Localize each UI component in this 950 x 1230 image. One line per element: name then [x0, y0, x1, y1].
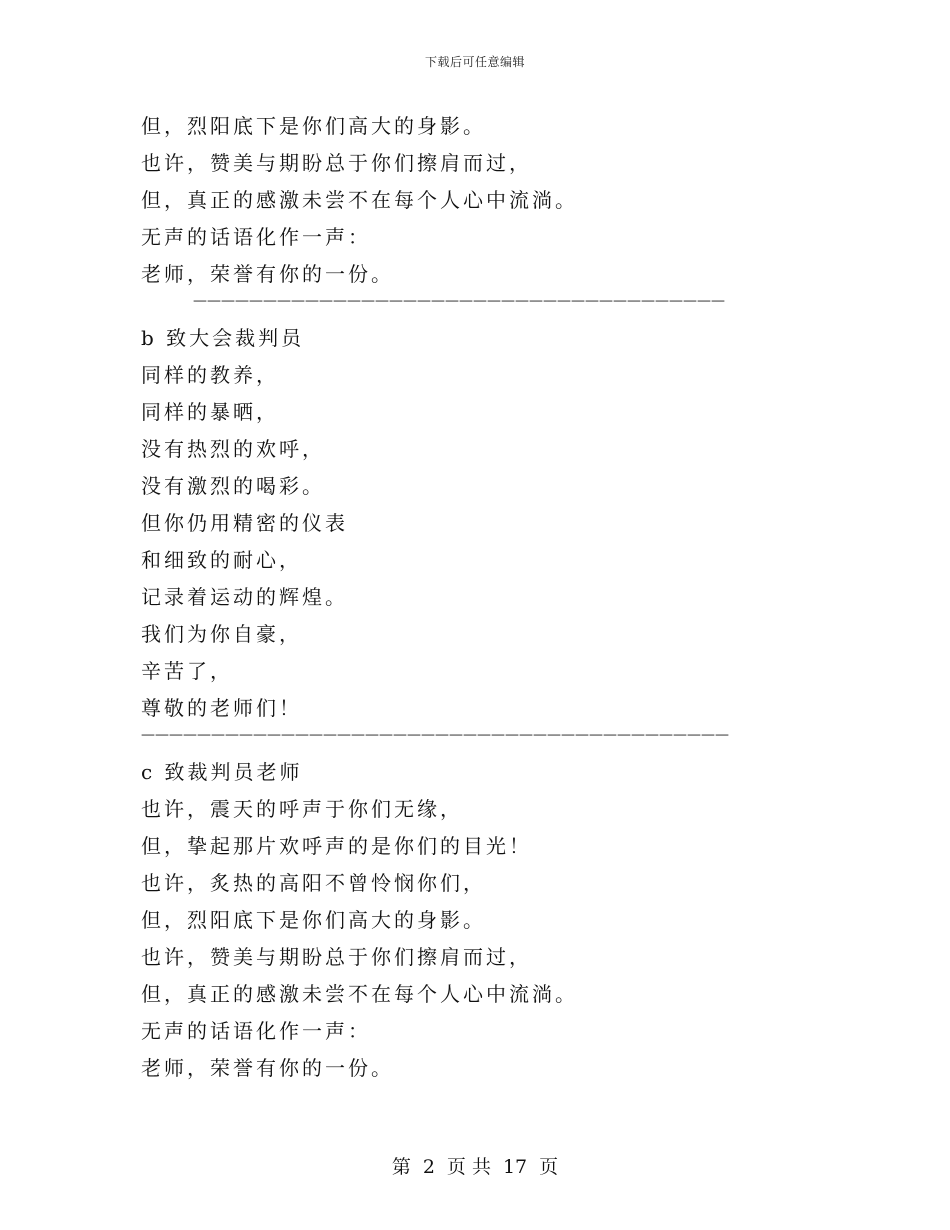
poem-line: 我们为你自豪， — [141, 622, 302, 646]
poem-line: 也许，炙热的高阳不曾怜悯你们， — [141, 871, 486, 895]
poem-line: 但，真正的感激未尝不在每个人心中流淌。 — [141, 188, 578, 212]
poem-line: 没有热烈的欢呼， — [141, 437, 325, 461]
section-separator: —————————————————————————————————————————— — [141, 727, 729, 743]
poem-line: 无声的话语化作一声： — [141, 1019, 371, 1043]
poem-line: 但，挚起那片欢呼声的是你们的目光！ — [141, 834, 532, 858]
section-separator: —————————————————————————————————————— — [193, 293, 725, 309]
poem-line: 辛苦了， — [141, 659, 233, 683]
page-header-note: 下载后可任意编辑 — [424, 55, 525, 69]
poem-line: 但你仍用精密的仪表 — [141, 511, 348, 535]
poem-line: 但，烈阳底下是你们高大的身影。 — [141, 114, 486, 138]
total-pages-number: 17 — [502, 1156, 528, 1178]
current-page-number: 2 — [422, 1156, 435, 1178]
poem-line: 无声的话语化作一声： — [141, 225, 371, 249]
poem-line: 但，真正的感激未尝不在每个人心中流淌。 — [141, 982, 578, 1006]
poem-line: 没有激烈的喝彩。 — [141, 474, 325, 498]
poem-line: 同样的暴晒， — [141, 400, 279, 424]
footer-middle: 页 共 — [446, 1156, 491, 1178]
page-footer — [0, 1152, 950, 1179]
poem-line: 老师，荣誉有你的一份。 — [141, 1056, 394, 1080]
document-body — [141, 108, 841, 1087]
section-title: c 致裁判员老师 — [141, 760, 303, 784]
poem-line: 也许，赞美与期盼总于你们擦肩而过， — [141, 945, 532, 969]
footer-suffix: 页 — [539, 1156, 559, 1178]
poem-line: 也许，震天的呼声于你们无缘， — [141, 797, 463, 821]
poem-line: 和细致的耐心， — [141, 548, 302, 572]
poem-line: 尊敬的老师们！ — [141, 696, 302, 720]
section-title: b 致大会裁判员 — [141, 326, 305, 350]
poem-line: 但，烈阳底下是你们高大的身影。 — [141, 908, 486, 932]
poem-line: 老师，荣誉有你的一份。 — [141, 262, 394, 286]
poem-line: 记录着运动的辉煌。 — [141, 585, 348, 609]
poem-line: 也许，赞美与期盼总于你们擦肩而过， — [141, 151, 532, 175]
footer-prefix: 第 — [391, 1156, 411, 1178]
poem-line: 同样的教养， — [141, 363, 279, 387]
